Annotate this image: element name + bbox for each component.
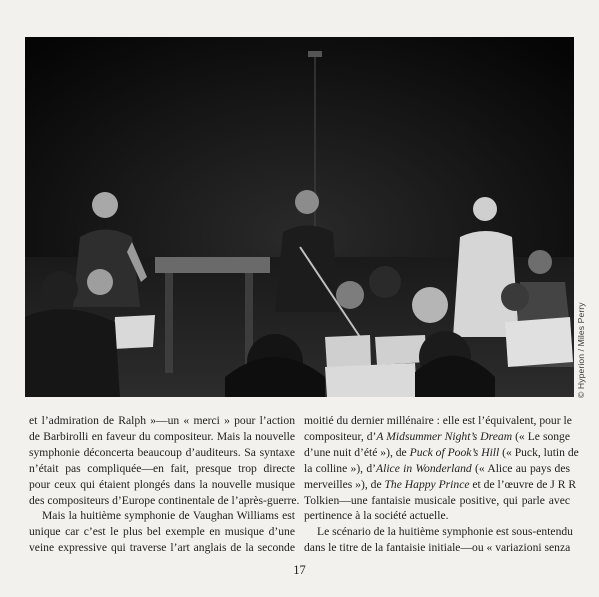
photo-credit: © Hyperion / Miles Perry xyxy=(576,302,586,398)
text-line: de Barbirolli en faveur du compositeur. Mais la nouvelle xyxy=(29,429,295,443)
text-line: symphonie déconcerta beaucoup d’auditeurs. Sa syntaxe xyxy=(29,445,295,459)
paragraph xyxy=(29,413,300,508)
text-line: pertinence à la société actuelle. xyxy=(304,509,449,523)
text-line: moitié du dernier millénaire : elle est l’équivalent, pour le xyxy=(304,414,572,427)
paragraph xyxy=(304,524,573,556)
text-line: unique car c’est le plus bel exemple en musique d’une xyxy=(29,525,295,539)
text-line: et l’admiration de Ralph »—un « merci » pour l’action xyxy=(29,414,295,427)
text-column-left xyxy=(29,413,300,556)
paragraph xyxy=(29,508,295,556)
text-line: Tolkien—une fantaisie musicale positive, qui parle avec xyxy=(304,493,570,507)
text-line: des compositeurs d’Europe continentale de l’après-guerre. xyxy=(29,493,300,507)
photo-illustration xyxy=(25,37,574,397)
text-line: la colline »), d’Alice in Wonderland (« Alice au pays des xyxy=(304,461,570,475)
text-line: compositeur, d’A Midsummer Night’s Dream (« Le songe xyxy=(304,429,570,443)
page-number: 17 xyxy=(293,563,306,577)
text-line: n’était pas compliquée—en fait, presque trop directe xyxy=(29,461,295,475)
work-title: The Happy Prince xyxy=(384,477,470,491)
orchestra-rehearsal-photo xyxy=(25,37,574,397)
text-column-right xyxy=(304,413,579,556)
text-line: Mais la huitième symphonie de Vaughan Williams est xyxy=(42,509,295,523)
work-title: A Midsummer Night’s Dream xyxy=(376,429,513,443)
paragraph xyxy=(304,413,579,524)
text-line: pour ceux qui étaient plongés dans la nouvelle musique xyxy=(29,477,295,491)
work-title: Alice in Wonderland xyxy=(376,461,472,475)
text-line: dans le titre de la fantaisie initiale—ou « variazioni senza xyxy=(304,541,571,555)
text-line: veine expressive qui traverse l’art anglais de la seconde xyxy=(29,541,295,555)
text-line: Le scénario de la huitième symphonie est sous-entendu xyxy=(317,525,573,539)
text-line: merveilles »), de The Happy Prince et de l’œuvre de J R R xyxy=(304,477,577,491)
work-title: Puck of Pook’s Hill xyxy=(409,445,500,459)
text-line: d’une nuit d’été »), de Puck of Pook’s Hill (« Puck, lutin de xyxy=(304,445,579,459)
